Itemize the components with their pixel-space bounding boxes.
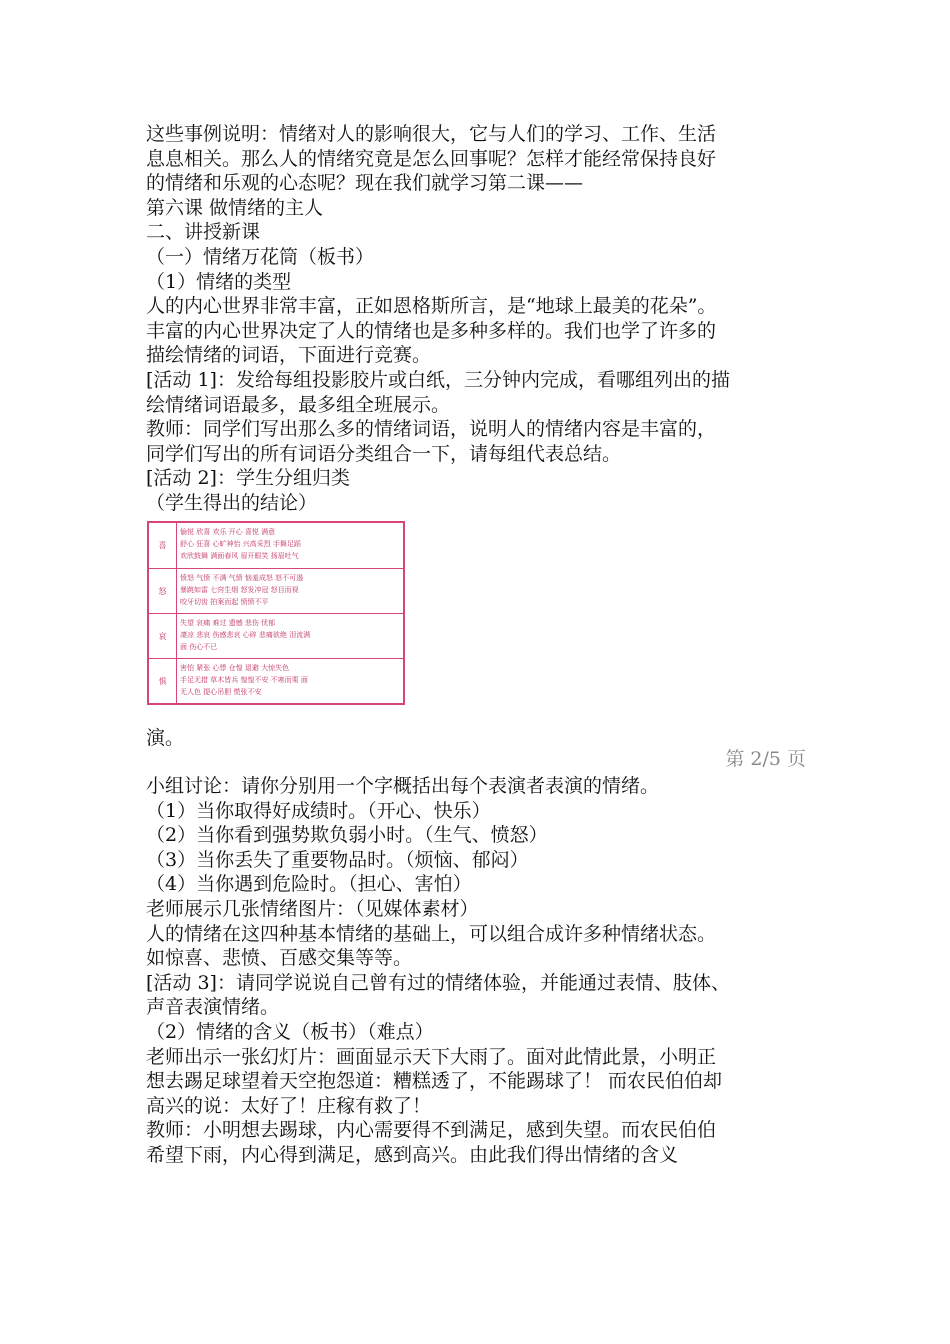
text-line: 教师：同学们写出那么多的情绪词语，说明人的情绪内容是丰富的， bbox=[146, 418, 717, 441]
text-line: （2）当你看到强势欺负弱小时。（生气、愤怒） bbox=[146, 824, 548, 847]
text-line: （学生得出的结论） bbox=[146, 491, 318, 514]
text-line: 小组讨论：请你分别用一个字概括出每个表演者表演的情绪。 bbox=[146, 775, 660, 797]
text-line: 想去踢足球望着天空抱怨道：糟糕透了，不能踢球了！ 而农民伯伯却 bbox=[146, 1070, 723, 1093]
text-line: 丰富的内心世界决定了人的情绪也是多种多样的。我们也学了许多的 bbox=[146, 319, 717, 342]
emotion-label: 怒 bbox=[149, 569, 177, 613]
subsection-heading: （1）情绪的类型 bbox=[146, 270, 292, 293]
emotion-label: 哀 bbox=[149, 614, 177, 658]
text-line: 息息相关。那么人的情绪究竟是怎么回事呢？怎样才能经常保持良好 bbox=[146, 147, 717, 170]
text-line: 希望下雨，内心得到满足，感到高兴。由此我们得出情绪的含义 bbox=[146, 1143, 679, 1166]
emotion-label: 喜 bbox=[149, 523, 177, 568]
text-line: 演。 bbox=[146, 727, 185, 749]
subsection-heading: （一）情绪万花筒（板书） bbox=[146, 245, 375, 268]
section-heading: 二、讲授新课 bbox=[146, 221, 261, 244]
discussion-text-block bbox=[146, 774, 816, 1168]
emotion-words: 愉悦 欣喜 欢乐 开心 喜悦 满意 舒心 狂喜 心旷神怡 兴高采烈 手舞足蹈 欢欣鼓舞 满面春风 眉开眼笑 扬眉吐气 bbox=[180, 528, 301, 560]
text-line: 教师：小明想去踢球，内心需要得不到满足，感到失望。而农民伯伯 bbox=[146, 1119, 717, 1142]
text-line: 的情绪和乐观的心态呢？现在我们就学习第二课—— bbox=[146, 172, 584, 195]
text-line: 老师出示一张幻灯片：画面显示天下大雨了。面对此情此景，小明正 bbox=[146, 1045, 717, 1068]
table-row bbox=[149, 523, 403, 568]
text-line: 老师展示几张情绪图片：（见媒体素材） bbox=[146, 897, 479, 920]
intro-text-block bbox=[146, 122, 816, 516]
text-line: （1）当你取得好成绩时。（开心、快乐） bbox=[146, 799, 491, 822]
table-row bbox=[149, 613, 403, 658]
emotion-words: 失望 哀痛 难过 遗憾 悲伤 忧郁 凄凉 悲哀 伤感悲哀 心碎 悲痛欲绝 泪流满 面 伤心不已 bbox=[180, 619, 311, 651]
emotion-words-table bbox=[147, 521, 405, 705]
subsection-heading: （2）情绪的含义（板书）（难点） bbox=[146, 1020, 434, 1043]
table-row bbox=[149, 568, 403, 613]
text-line: 声音表演情绪。 bbox=[146, 996, 280, 1019]
text-line: 高兴的说：太好了！庄稼有救了！ bbox=[146, 1094, 432, 1117]
text-line: [活动 2]：学生分组归类 bbox=[146, 467, 350, 490]
text-line: [活动 1]：发给每组投影胶片或白纸，三分钟内完成，看哪组列出的描 bbox=[146, 368, 730, 391]
text-line: 这些事例说明：情绪对人的影响很大，它与人们的学习、工作、生活 bbox=[146, 123, 717, 145]
text-line: （4）当你遇到危险时。（担心、害怕） bbox=[146, 873, 472, 896]
text-line: 描绘情绪的词语，下面进行竞赛。 bbox=[146, 344, 432, 367]
emotion-words: 害怕 紧张 心悸 仓惶 退避 大惊失色 手足无措 草木皆兵 惶惶不安 不寒而栗 面 无人色 提心吊胆 慌张不安 bbox=[180, 664, 308, 696]
emotion-words: 愤怒 气愤 不满 气愤 恼羞成怒 怒不可遏 暴跳如雷 七窍生烟 怒发冲冠 怒目而视 咬牙切齿 拍案而起 愤愤不平 bbox=[180, 574, 304, 606]
text-line: 同学们写出的所有词语分类组合一下，请每组代表总结。 bbox=[146, 442, 622, 465]
text-line: 绘情绪词语最多，最多组全班展示。 bbox=[146, 393, 451, 416]
text-line: 人的情绪在这四种基本情绪的基础上，可以组合成许多种情绪状态。 bbox=[146, 922, 717, 945]
text-line: （3）当你丢失了重要物品时。（烦恼、郁闷） bbox=[146, 848, 529, 871]
page-number: 第 2/5 页 bbox=[725, 748, 806, 770]
text-line: [活动 3]：请同学说说自己曾有过的情绪体验，并能通过表情、肢体、 bbox=[146, 971, 730, 994]
table-row bbox=[149, 658, 403, 703]
text-line: 如惊喜、悲愤、百感交集等等。 bbox=[146, 947, 413, 970]
text-line: 人的内心世界非常丰富，正如恩格斯所言，是“地球上最美的花朵”。 bbox=[146, 295, 717, 318]
emotion-label: 惧 bbox=[149, 659, 177, 703]
lesson-title: 第六课 做情绪的主人 bbox=[146, 196, 324, 219]
